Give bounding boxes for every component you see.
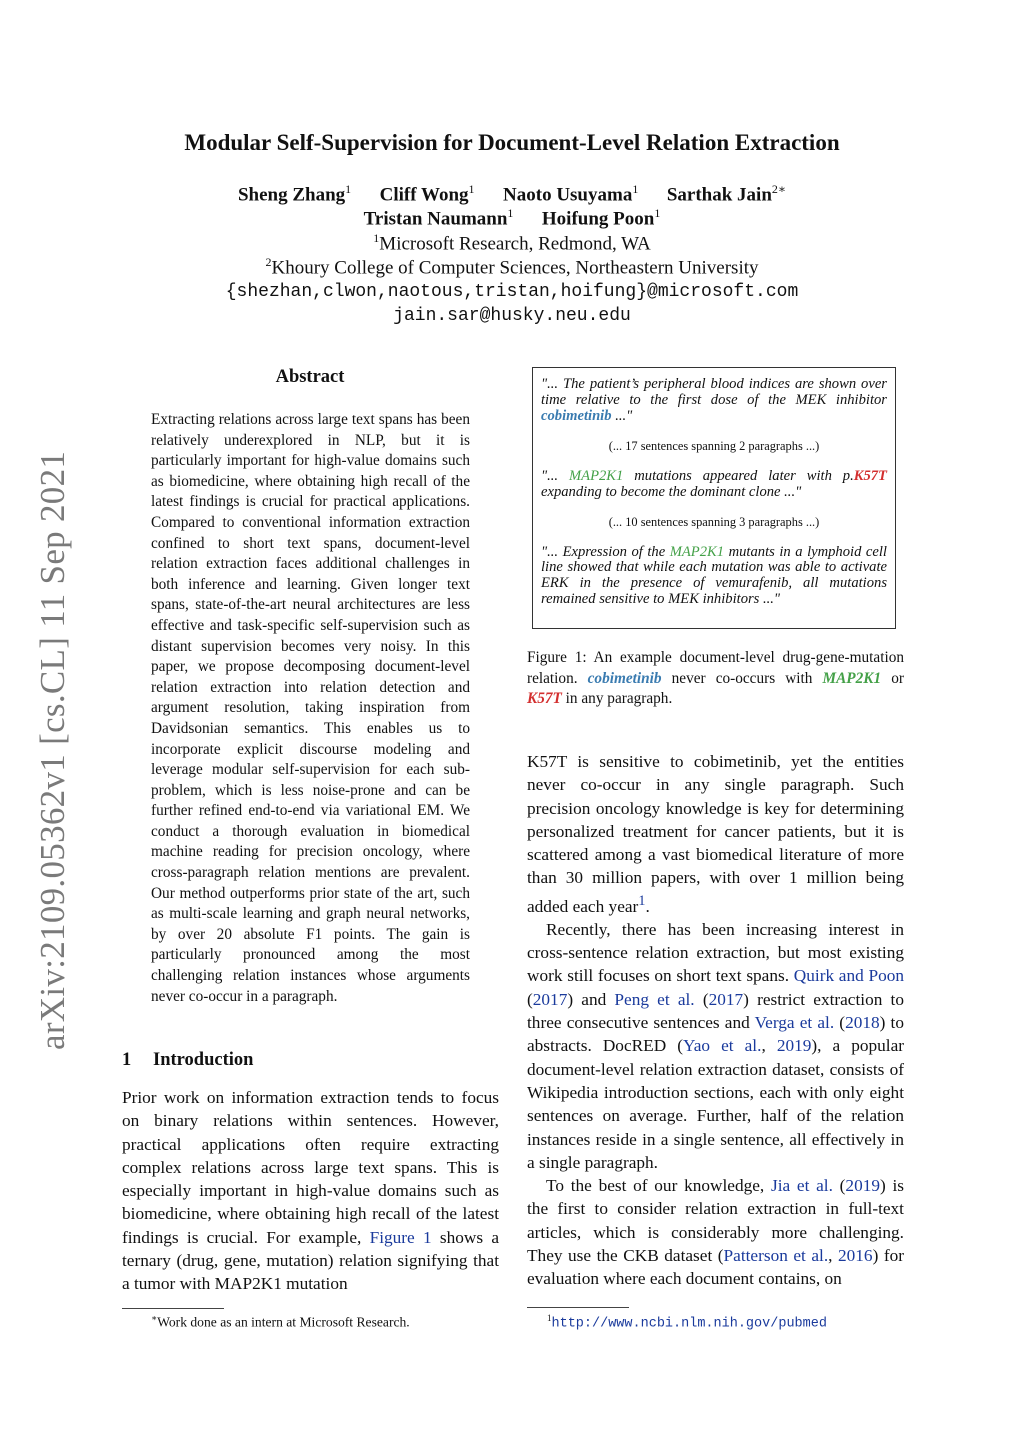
affiliation-2: [0, 255, 1024, 279]
footnote-rule: [122, 1308, 224, 1309]
affil-text: Khoury College of Computer Sciences, Northeastern University: [271, 257, 759, 279]
quote-text: ...": [611, 407, 633, 424]
intro-right-column: [527, 750, 904, 1291]
author-affil-mark: 1: [507, 206, 514, 220]
para-text: ) restrict extraction to three consecutive sentences and: [527, 989, 904, 1033]
author-name: Tristan Naumann: [363, 208, 508, 230]
caption-text: never co-occurs with: [661, 669, 823, 687]
section-heading: [122, 1050, 253, 1071]
para-text: ,: [828, 1246, 838, 1265]
para-text: (: [834, 1013, 846, 1033]
para-text: K57T is sensitive to cobimetinib, yet the entities never co-occur in any single paragraph. Such precision oncology knowledge is key for determining personalized treatment for cancer patients, but it is scattered among a vast biomedical literature of more than 30 million papers, with over 1 million being added each year: [527, 752, 904, 916]
author-affil-mark: 2∗: [771, 182, 787, 196]
citation-year-link[interactable]: 2019: [776, 1036, 812, 1056]
intro-paragraph-1: [122, 1086, 499, 1296]
para-text: ,: [761, 1036, 777, 1056]
email-line-2: jain.sar@husky.neu.edu: [393, 306, 631, 326]
para-text: To the best of our knowledge,: [546, 1176, 771, 1196]
para-text: ) to abstracts. DocRED (: [527, 1013, 904, 1056]
footnote-rule: [527, 1307, 629, 1308]
author-name: Naoto Usuyama: [503, 184, 633, 206]
intro-paragraph-4: [527, 1174, 904, 1290]
para-text: ) is the first to consider relation extraction in full-text articles, which is considerably more challenging. They use the CKB dataset (: [527, 1176, 905, 1265]
abstract-body: Extracting relations across large text spans has been relatively underexplored in NLP, but it is particularly important for high-value domains such as biomedicine, where obtaining high recall of the latest findings is crucial for practical applications. Compared to conventional information extraction confined to short text spans, document-level relation extraction faces additional challenges in both inference and learning. Given longer text spans, state-of-the-art neural architectures are less effective and task-specific self-supervision such as distant supervision becomes very noisy. In this paper, we propose decomposing document-level relation extraction into relation detection and argument resolution, taking inspiration from Davidsonian semantics. This enables us to incorporate explicit discourse modeling and leverage modular self-supervision for each sub-problem, which is less noise-prone and can be further refined end-to-end via variational EM. We conduct a thorough evaluation in biomedical machine reading for precision oncology, where cross-paragraph relation mentions are prevalent. Our method outperforms prior state of the art, such as multi-scale learning and graph neural networks, by over 20 absolute F1 points. The gain is particularly pronounced among the most challenging relation instances whose arguments never co-occur in a paragraph.: [151, 411, 470, 1005]
entity-mutation: K57T: [853, 467, 887, 484]
para-text: .: [645, 896, 650, 916]
quote-text: "... Expression of the: [541, 543, 670, 560]
author-affil-mark: 1: [654, 206, 661, 220]
para-text: ) for evaluation where each document contains, on: [527, 1246, 904, 1289]
citation-link[interactable]: Jia et al.: [770, 1176, 833, 1196]
caption-gene: MAP2K1: [822, 669, 882, 687]
author-name: Hoifung Poon: [541, 208, 655, 230]
figure-1: [532, 367, 896, 629]
para-text: ) and: [567, 989, 615, 1009]
abstract-heading: Abstract: [275, 367, 345, 387]
figure-1-caption: [527, 648, 904, 710]
intro-text: shows a ternary (drug, gene, mutation) relation signifying that a tumor with MAP2K1 mutation: [122, 1227, 499, 1294]
footnote-mark: ∗: [151, 1313, 158, 1323]
citation-year-link[interactable]: 2017: [708, 989, 744, 1009]
caption-drug: cobimetinib: [587, 669, 662, 687]
caption-label: Figure 1:: [527, 649, 587, 666]
footnote-mark: 1: [547, 1313, 552, 1323]
caption-text: in any paragraph.: [561, 690, 673, 708]
intro-paragraph-3: [527, 918, 904, 1174]
section-number: 1: [122, 1050, 132, 1070]
para-text: (: [832, 1176, 846, 1196]
para-text: (: [527, 989, 533, 1009]
citation-link[interactable]: Patterson et al.: [723, 1246, 829, 1265]
quote-text: "...: [541, 467, 569, 484]
quote-text: mutations appeared later with p.: [623, 467, 854, 484]
para-text: ), a popular document-level relation extraction dataset, consists of Wikipedia introduction sections, each with only eight sentences on average. Further, half of the relation instances reside in a single sentence, all effectively in a single paragraph.: [527, 1036, 905, 1172]
author-line-1: [0, 182, 1024, 206]
footnote-text: Work done as an intern at Microsoft Research.: [157, 1314, 410, 1330]
citation-link[interactable]: Quirk and Poon: [793, 966, 904, 986]
citation-link[interactable]: Verga et al.: [754, 1013, 835, 1033]
citation-year-link[interactable]: 2016: [838, 1246, 873, 1265]
affil-mark: 1: [373, 231, 380, 245]
affiliation-1: [0, 231, 1024, 255]
figure-gap-2: (... 10 sentences spanning 3 paragraphs ...): [608, 514, 820, 529]
author-affil-mark: 1: [345, 182, 352, 196]
quote-text: mutants in a lymphoid cell line showed that while each mutation was able to activate ERK in the presence of vemurafenib, all mutations remained sensitive to MEK inhibitors ...": [541, 543, 887, 608]
paper-title: Modular Self-Supervision for Document-Level Relation Extraction: [184, 130, 840, 155]
caption-mutation: K57T: [527, 690, 562, 708]
intro-text: Prior work on information extraction tends to focus on binary relations within sentences. However, practical applications often require extracting complex relations across large text spans. This is especially important in high-value domains such as biomedicine, where obtaining high recall of the latest findings is crucial. For example,: [122, 1088, 499, 1247]
figure-quote-3: [541, 545, 887, 609]
intro-paragraph-2: [527, 750, 904, 918]
footnote-left: [151, 1313, 410, 1331]
caption-text: or: [881, 669, 904, 687]
entity-gene: MAP2K1: [669, 543, 725, 560]
footnote-right: [547, 1313, 827, 1332]
figure-gap-1: (... 17 sentences spanning 2 paragraphs ...): [608, 438, 820, 453]
author-name: Sheng Zhang: [237, 184, 346, 206]
figure-1-link[interactable]: Figure 1: [369, 1227, 432, 1247]
para-text: Recently, there has been increasing interest in cross-sentence relation extraction, but most existing work still focuses on short text spans.: [527, 919, 904, 986]
author-name: Cliff Wong: [379, 184, 469, 206]
citation-year-link[interactable]: 2019: [845, 1176, 880, 1196]
affil-text: Microsoft Research, Redmond, WA: [379, 233, 651, 255]
author-affil-mark: 1: [632, 182, 639, 196]
citation-link[interactable]: Yao et al.: [683, 1036, 762, 1056]
entity-drug: cobimetinib: [541, 407, 612, 424]
figure-quote-1: [541, 377, 887, 425]
citation-year-link[interactable]: 2017: [532, 989, 568, 1009]
section-title: Introduction: [153, 1050, 254, 1070]
arxiv-stamp: arXiv:2109.05362v1 [cs.CL] 11 Sep 2021: [33, 450, 72, 1050]
entity-gene: MAP2K1: [569, 467, 624, 484]
quote-text: "... The patient’s peripheral blood indices are shown over time relative to the first dose of the MEK inhibitor: [541, 376, 887, 408]
para-text: (: [694, 989, 709, 1009]
footnote-ref[interactable]: 1: [638, 892, 646, 909]
author-affil-mark: 1: [468, 182, 475, 196]
author-line-2: [0, 206, 1024, 230]
citation-year-link[interactable]: 2018: [845, 1013, 880, 1033]
citation-link[interactable]: Peng et al.: [614, 989, 695, 1009]
email-line-1: {shezhan,clwon,naotous,tristan,hoifung}@microsoft.com: [225, 282, 799, 302]
quote-text: expanding to become the dominant clone ...": [541, 483, 802, 500]
figure-quote-2: [541, 469, 887, 501]
affil-mark: 2: [265, 255, 272, 269]
caption-text: An example document-level drug-gene-mutation relation.: [527, 649, 904, 687]
author-name: Sarthak Jain: [666, 184, 772, 206]
footnote-url-link[interactable]: http://www.ncbi.nlm.nih.gov/pubmed: [551, 1316, 827, 1332]
